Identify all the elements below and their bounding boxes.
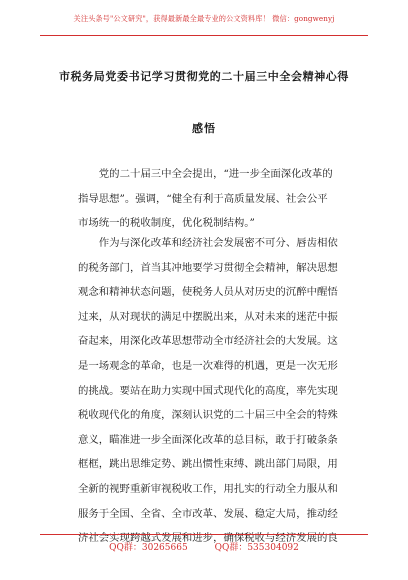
paragraph-line: 观念和精神状态问题，使税务人员从对历史的沉醉中醒悟 [78, 286, 338, 299]
paragraph-1 [78, 162, 360, 236]
paragraph-line: 济社会实现跨越式发展和进步，确保税收与经济发展的良 [78, 532, 338, 545]
header-banner: 关注头条号"公文研究"，获得最新最全最专业的公文资料库！ 微信：gongwenyj [73, 14, 335, 23]
document-title: 市税务局党委书记学习贯彻党的二十届三中全会精神心得 [59, 70, 349, 83]
footer [0, 540, 408, 553]
paragraph-line: 作为与深化改革和经济社会发展密不可分、唇齿相依 [98, 237, 338, 249]
header-divider [40, 35, 368, 36]
paragraph-line: 税收现代化的角度，深刻认识党的二十届三中全会的特殊 [78, 409, 338, 422]
qq-group-label-2: QQ群：535304092 [214, 543, 299, 553]
paragraph-line: 的挑战。要站在助力实现中国式现代化的高度，率先实现 [78, 384, 338, 397]
paragraph-line: 指导思想”。强调，“健全有利于高质量发展、社会公平 [78, 192, 328, 205]
paragraph-line: 意义，瞄准进一步全面深化改革的总目标，敢于打破条条 [78, 433, 338, 446]
footer-divider [40, 534, 368, 535]
paragraph-line: 的税务部门，首当其冲地要学习贯彻全会精神，解决思想 [78, 261, 338, 274]
paragraph-line: 过来，从对现状的满足中摆脱出来，从对未来的迷茫中振 [78, 310, 338, 323]
paragraph-2 [78, 231, 360, 551]
paragraph-line: 奋起来，用深化改革思想带动全市经济社会的大发展。这 [78, 335, 338, 348]
paragraph-line: 框框，跳出思维定势、跳出惯性束缚、跳出部门局限，用 [78, 458, 338, 471]
paragraph-line: 党的二十届三中全会提出，“进一步全面深化改革的 [98, 168, 333, 180]
paragraph-line: 服务于全国、全省、全市改革、发展、稳定大局，推动经 [78, 507, 338, 520]
qq-group-label-1: QQ群：30265665 [109, 543, 188, 553]
paragraph-line: 全新的视野重新审视税收工作，用扎实的行动全力服从和 [78, 482, 338, 495]
paragraph-line: 是一场观念的革命，也是一次难得的机遇，更是一次无形 [78, 359, 338, 372]
document-subtitle: 感悟 [192, 122, 216, 135]
paragraph-line: 市场统一的税收制度，优化税制结构。” [78, 217, 255, 230]
